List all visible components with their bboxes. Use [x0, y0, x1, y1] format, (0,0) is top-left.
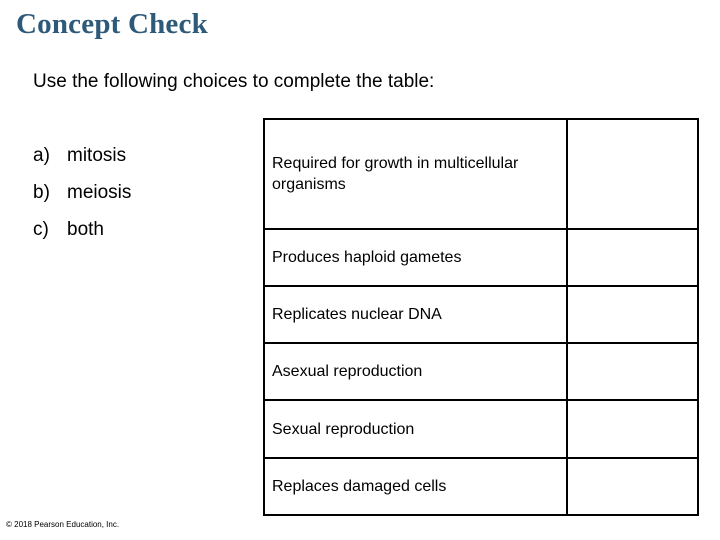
table-row — [264, 229, 698, 286]
instruction-text: Use the following choices to complete the table: — [33, 71, 435, 92]
slide-title: Concept Check — [16, 8, 208, 40]
choice-label: both — [67, 219, 104, 240]
choice-item-both — [33, 220, 131, 240]
choice-item-meiosis — [33, 183, 131, 203]
table-row — [264, 343, 698, 400]
answer-cell[interactable] — [567, 458, 698, 515]
table-row — [264, 119, 698, 229]
answer-table — [263, 118, 699, 516]
table-row — [264, 458, 698, 515]
answer-cell[interactable] — [567, 286, 698, 343]
statement-cell: Produces haploid gametes — [264, 229, 567, 286]
answer-cell[interactable] — [567, 119, 698, 229]
copyright-footer: © 2018 Pearson Education, Inc. — [6, 520, 120, 529]
choice-label: meiosis — [67, 182, 132, 203]
answer-cell[interactable] — [567, 229, 698, 286]
choices-list — [33, 146, 131, 257]
choice-letter: a) — [33, 145, 50, 166]
statement-cell: Sexual reproduction — [264, 400, 567, 457]
table-row — [264, 400, 698, 457]
choice-item-mitosis — [33, 146, 131, 166]
statement-cell: Asexual reproduction — [264, 343, 567, 400]
answer-cell[interactable] — [567, 343, 698, 400]
statement-cell: Replicates nuclear DNA — [264, 286, 567, 343]
statement-cell: Required for growth in multicellular organisms — [264, 119, 567, 229]
choice-letter: b) — [33, 182, 50, 203]
choice-letter: c) — [33, 219, 49, 240]
answer-cell[interactable] — [567, 400, 698, 457]
choice-label: mitosis — [67, 145, 127, 166]
table-row — [264, 286, 698, 343]
statement-cell: Replaces damaged cells — [264, 458, 567, 515]
